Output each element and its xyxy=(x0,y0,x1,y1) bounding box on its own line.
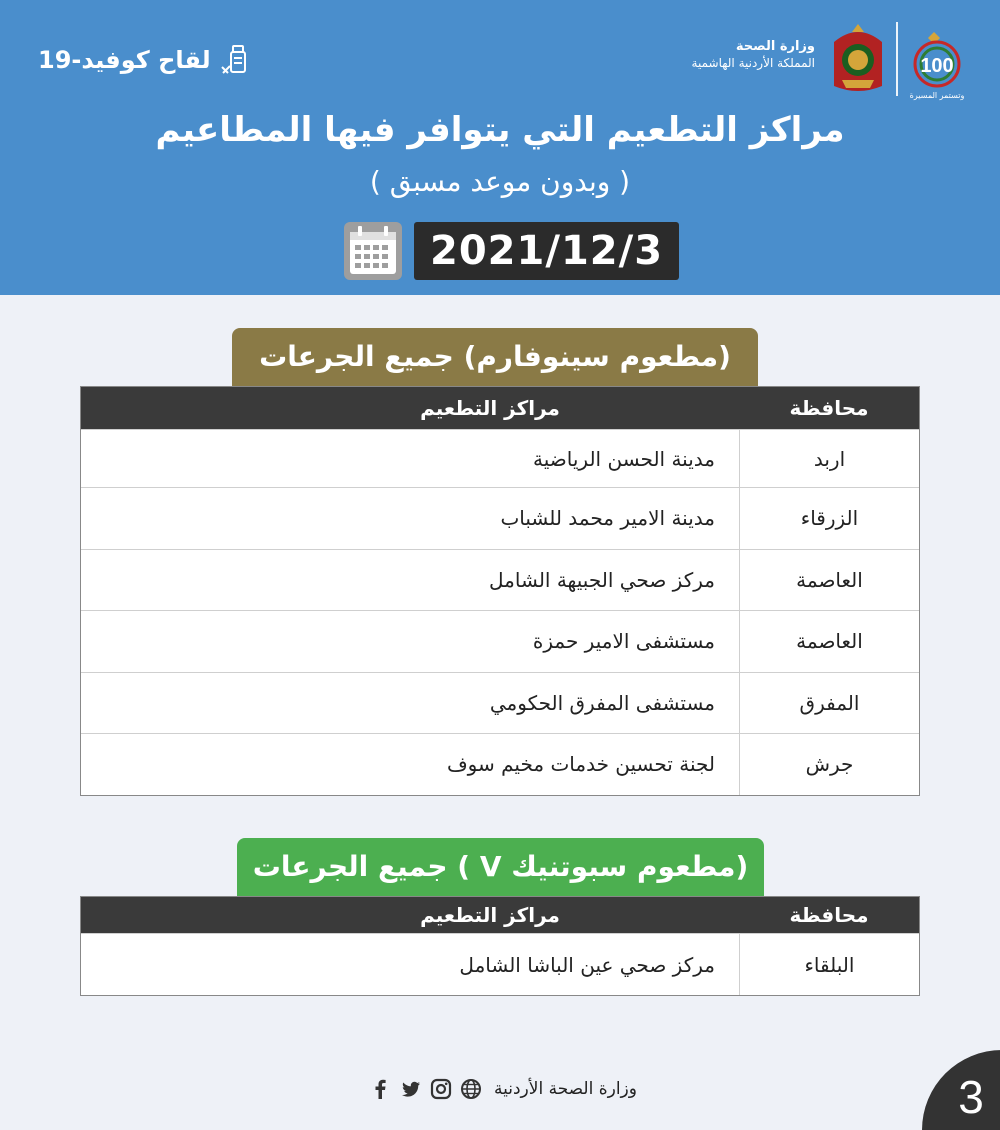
sputnik-section-tab: (مطعوم سبوتنيك V ) جميع الجرعات xyxy=(237,838,764,896)
column-header-governorate: محافظة xyxy=(789,903,869,927)
table-row xyxy=(81,610,919,672)
vaccine-label-text: لقاح كوفيد-19 xyxy=(38,46,211,74)
instagram-icon[interactable] xyxy=(430,1078,452,1100)
center-cell: مدينة الامير محمد للشباب xyxy=(500,506,715,530)
table-row xyxy=(81,487,919,549)
footer xyxy=(370,1072,637,1106)
table-header xyxy=(81,387,919,429)
column-header-centers: مراكز التطعيم xyxy=(420,396,560,420)
center-cell: مركز صحي عين الباشا الشامل xyxy=(459,953,715,977)
jordan-crest-icon xyxy=(828,20,888,96)
date-row xyxy=(342,220,679,282)
table-row xyxy=(81,933,919,995)
twitter-icon[interactable] xyxy=(400,1078,422,1100)
center-cell: لجنة تحسين خدمات مخيم سوف xyxy=(446,752,715,776)
globe-icon[interactable] xyxy=(460,1078,482,1100)
ministry-line1: وزارة الصحة xyxy=(735,39,815,54)
centenary-number: 100 xyxy=(920,55,954,77)
calendar-icon xyxy=(342,220,404,282)
ministry-name xyxy=(692,38,815,72)
date-label: 2021/12/3 xyxy=(414,222,679,280)
governorate-cell: اربد xyxy=(739,430,919,487)
table-row xyxy=(81,733,919,795)
column-header-centers: مراكز التطعيم xyxy=(420,903,560,927)
page-subtitle: ( وبدون موعد مسبق ) xyxy=(369,165,631,198)
table-row xyxy=(81,672,919,734)
governorate-cell: البلقاء xyxy=(739,934,919,995)
facebook-icon[interactable] xyxy=(370,1078,392,1100)
center-cell: مركز صحي الجبيهة الشامل xyxy=(489,567,715,592)
governorate-cell: المفرق xyxy=(739,673,919,734)
column-header-governorate: محافظة xyxy=(789,396,869,420)
sputnik-table xyxy=(80,896,920,996)
logo-divider xyxy=(896,22,898,96)
sinopharm-section-tab: (مطعوم سينوفارم) جميع الجرعات xyxy=(232,328,758,386)
governorate-cell: العاصمة xyxy=(739,550,919,611)
centenary-slogan: وتستمر المسيرة xyxy=(909,91,965,100)
page-number: 3 xyxy=(958,1071,984,1123)
sinopharm-table xyxy=(80,386,920,796)
governorate-cell: جرش xyxy=(739,734,919,795)
table-row xyxy=(81,429,919,487)
table-row xyxy=(81,549,919,611)
header-banner xyxy=(0,0,1000,295)
footer-ministry-text: وزارة الصحة الأردنية xyxy=(494,1079,637,1099)
vaccine-label xyxy=(38,40,253,80)
governorate-cell: العاصمة xyxy=(739,611,919,672)
centenary-logo-icon xyxy=(904,26,970,102)
ministry-line2: المملكة الأردنية الهاشمية xyxy=(691,56,815,70)
table-header xyxy=(81,897,919,933)
vaccine-icon xyxy=(219,43,253,77)
center-cell: مستشفى الامير حمزة xyxy=(532,629,715,653)
center-cell: مستشفى المفرق الحكومي xyxy=(489,690,715,715)
governorate-cell: الزرقاء xyxy=(739,488,919,549)
ministry-branding xyxy=(660,20,990,100)
page-title: مراكز التطعيم التي يتوافر فيها المطاعيم xyxy=(155,110,845,150)
center-cell: مدينة الحسن الرياضية xyxy=(533,447,715,471)
